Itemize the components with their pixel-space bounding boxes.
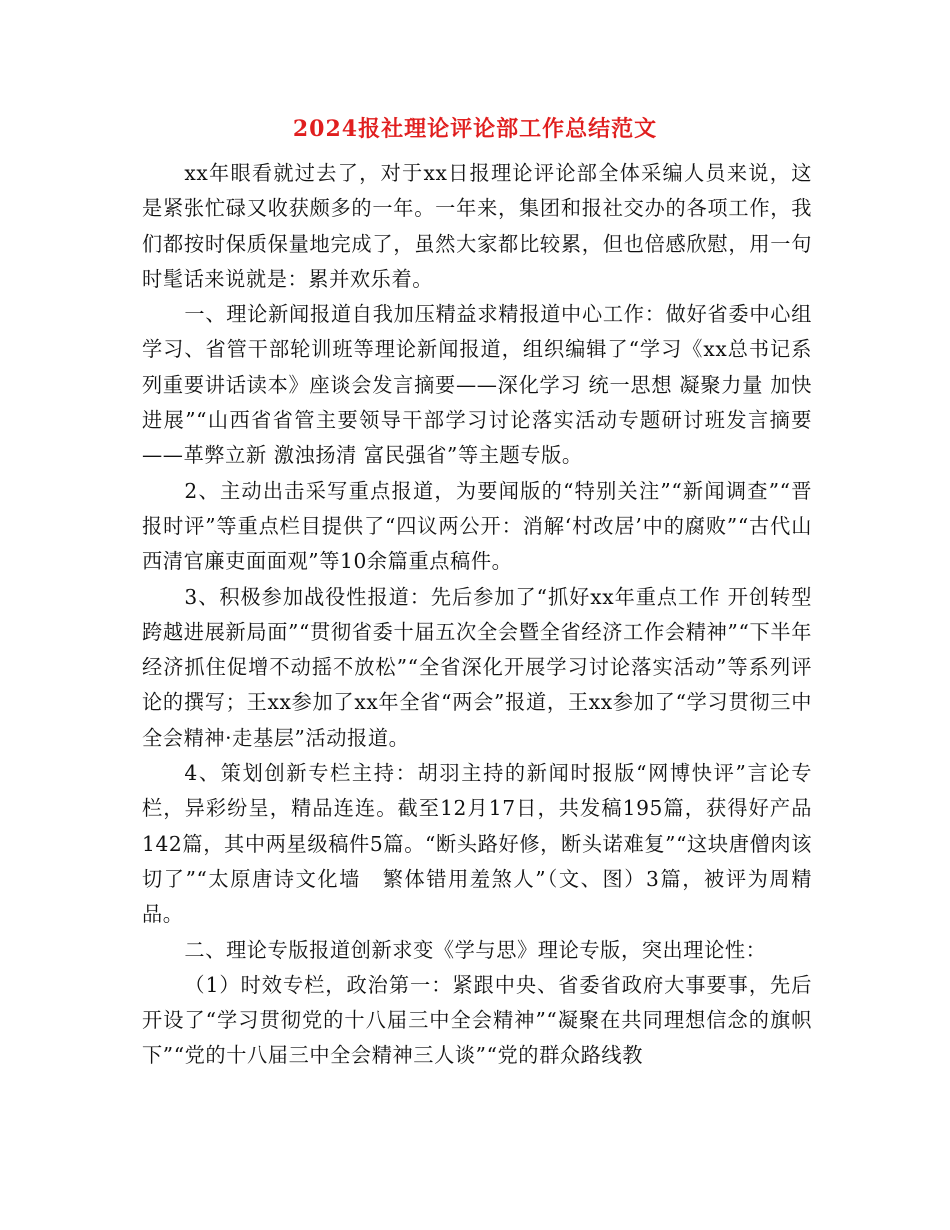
paragraph-section-2: 二、理论专版报道创新求变《学与思》理论专版，突出理论性： xyxy=(184,937,767,962)
document-body xyxy=(142,156,812,1074)
paragraph-item-3: 3、积极参加战役性报道：先后参加了“抓好xx年重点工作 开创转型跨越进展新局面”“贯彻省委十届五次全会暨全省经济工作会精神”“下半年经济抓住促增不动摇不放松”“全省深化开展学习讨论落实活动”等系列评论的撰写；王xx参加了xx年全省“两会”报道，王xx参加了“学习贯彻三中全会精神·走基层”活动报道。 xyxy=(142,584,812,750)
paragraph-subitem-1: （1）时效专栏，政治第一：紧跟中央、省委省政府大事要事，先后开设了“学习贯彻党的十八届三中全会精神”“凝聚在共同理想信念的旗帜下”“党的十八届三中全会精神三人谈”“党的群众路线教 xyxy=(142,972,812,1068)
paragraph-item-4: 4、策划创新专栏主持：胡羽主持的新闻时报版“网博快评”言论专栏，异彩纷呈，精品连连。截至12月17日，共发稿195篇，获得好产品142篇，其中两星级稿件5篇。“断头路好修，断头诺难复”“这块唐僧肉该切了”“太原唐诗文化墙 繁体错用羞煞人”（文、图）3篇，被评为周精品。 xyxy=(142,761,812,927)
paragraph-section-1: 一、理论新闻报道自我加压精益求精报道中心工作：做好省委中心组学习、省管干部轮训班等理论新闻报道，组织编辑了“学习《xx总书记系列重要讲话读本》座谈会发言摘要——深化学习 统一思想 凝聚力量 加快进展”“山西省省管主要领导干部学习讨论落实活动专题研讨班发言摘要——革弊立新 激浊扬清 富民强省”等主题专版。 xyxy=(142,302,812,468)
document-title: 2024报社理论评论部工作总结范文 xyxy=(292,116,658,142)
paragraph-item-2: 2、主动出击采写重点报道，为要闻版的“特别关注”“新闻调查”“晋报时评”等重点栏目提供了“四议两公开：消解‘村改居’中的腐败”“古代山西清官廉吏面面观”等10余篇重点稿件。 xyxy=(142,478,812,574)
paragraph-intro: xx年眼看就过去了，对于xx日报理论评论部全体采编人员来说，这是紧张忙碌又收获颇多的一年。一年来，集团和报社交办的各项工作，我们都按时保质保量地完成了，虽然大家都比较累，但也倍感欣慰，用一句时髦话来说就是：累并欢乐着。 xyxy=(142,161,812,291)
